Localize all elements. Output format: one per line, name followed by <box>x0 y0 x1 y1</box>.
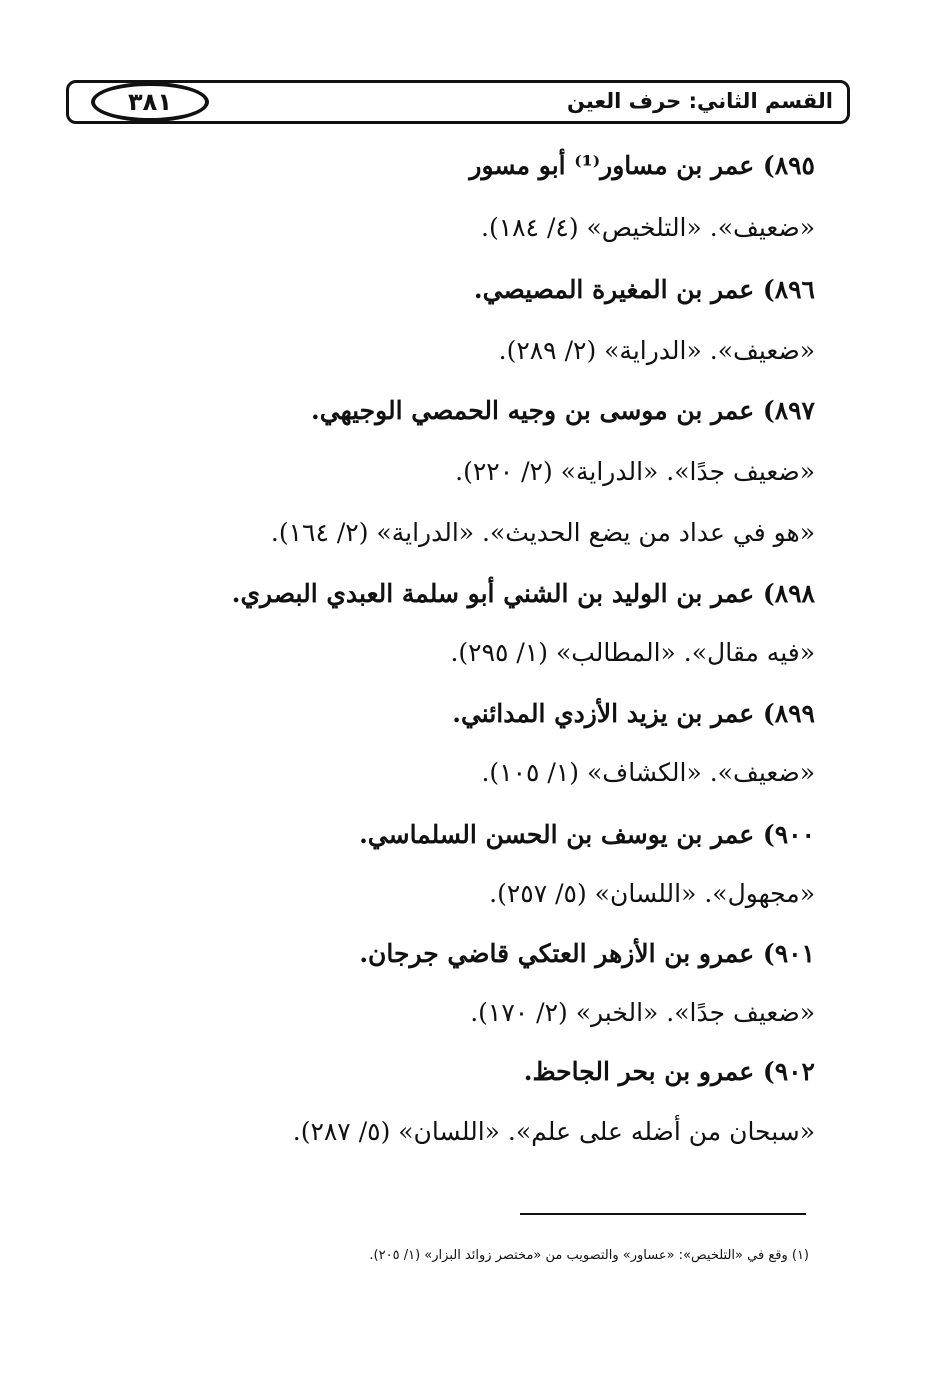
entry-verdict: «سبحان من أضله على علم». «اللسان» (٥/ ٢٨٧). <box>292 1117 815 1146</box>
page-number: ٣٨١ <box>91 82 209 122</box>
entry-verdict: «ضعيف جدًا». «الخبر» (٢/ ١٧٠). <box>470 998 815 1027</box>
page-header <box>66 80 850 124</box>
footnote-divider <box>520 1213 806 1215</box>
footnote: (١) وقع في «التلخيص»: «عساور» والتصويب من «مختصر زوائد البزار» (١/ ٢٠٥). <box>369 1248 809 1263</box>
entry-heading-902: ٩٠٢) عمرو بن بحر الجاحظ. <box>523 1057 815 1086</box>
entry-verdict: «مجهول». «اللسان» (٥/ ٢٥٧). <box>489 879 815 908</box>
entry-heading-895: ٨٩٥) عمر بن مساور⁽¹⁾ أبو مسور <box>469 151 815 180</box>
entry-heading-900: ٩٠٠) عمر بن يوسف بن الحسن السلماسي. <box>359 820 815 849</box>
entry-verdict: «ضعيف». «التلخيص» (٤/ ١٨٤). <box>481 213 815 242</box>
entry-heading-901: ٩٠١) عمرو بن الأزهر العتكي قاضي جرجان. <box>359 939 815 968</box>
entry-verdict: «ضعيف». «الكشاف» (١/ ١٠٥). <box>481 758 815 787</box>
section-title: القسم الثاني: حرف العين <box>566 89 833 113</box>
entry-verdict: «ضعيف». «الدراية» (٢/ ٢٨٩). <box>498 336 815 365</box>
entry-heading-898: ٨٩٨) عمر بن الوليد بن الشني أبو سلمة العبدي البصري. <box>231 579 815 608</box>
entry-heading-897: ٨٩٧) عمر بن موسى بن وجيه الحمصي الوجيهي. <box>311 396 815 425</box>
entry-verdict: «فيه مقال». «المطالب» (١/ ٢٩٥). <box>450 638 815 667</box>
entry-verdict: «ضعيف جدًا». «الدراية» (٢/ ٢٢٠). <box>455 457 815 486</box>
entry-verdict: «هو في عداد من يضع الحديث». «الدراية» (٢/ ١٦٤). <box>270 518 815 547</box>
entry-heading-896: ٨٩٦) عمر بن المغيرة المصيصي. <box>473 275 815 304</box>
entry-heading-899: ٨٩٩) عمر بن يزيد الأزدي المدائني. <box>452 699 815 728</box>
